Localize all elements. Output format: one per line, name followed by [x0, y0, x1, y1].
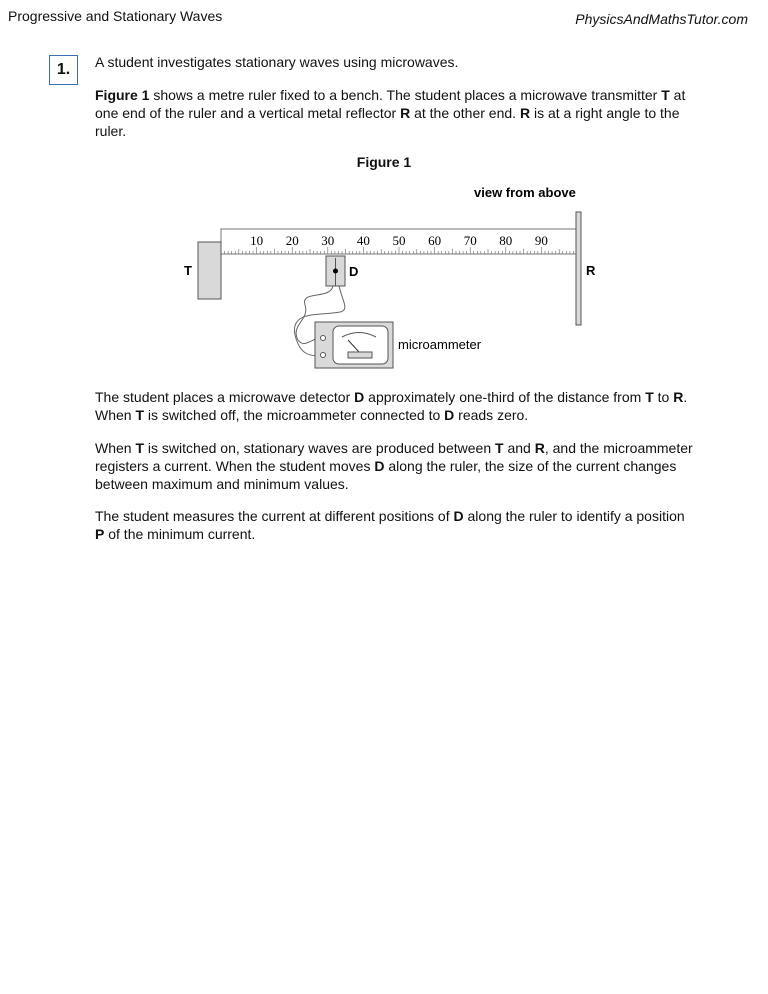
paragraph-figure-description: Figure 1 shows a metre ruler fixed to a bench. The student places a microwave transmitter T at one end of the ruler and a vertical metal reflector R at the other end. R is at a right angle to the ruler.	[95, 87, 686, 139]
bold-term: D	[354, 389, 365, 405]
bold-term: T	[135, 407, 145, 423]
figure-title: Figure 1	[356, 154, 412, 170]
bold-term: T	[495, 440, 504, 456]
bold-term: T	[661, 87, 670, 103]
bold-term: P	[95, 526, 105, 542]
ruler-tick-label: 10	[250, 233, 264, 248]
ruler-tick-label: 70	[463, 233, 477, 248]
bold-term: R	[519, 105, 531, 121]
ruler-tick-label: 40	[356, 233, 370, 248]
paragraph-minimum: The student measures the current at different positions of D along the ruler to identify a position P of the minimum current.	[95, 508, 685, 542]
bold-term: R	[400, 105, 411, 121]
ruler-tick-label: 60	[428, 233, 442, 248]
ruler-tick-label: 30	[321, 233, 335, 248]
bold-term: D	[374, 458, 385, 474]
question-intro: A student investigates stationary waves using microwaves.	[95, 54, 459, 70]
bold-term: R	[534, 440, 545, 456]
reflector-plate	[576, 212, 581, 325]
reflector-label: R	[586, 263, 596, 278]
detector-label: D	[349, 264, 359, 279]
ruler-tick-label: 80	[499, 233, 513, 248]
view-label: view from above	[474, 185, 576, 200]
figure-1-diagram	[0, 0, 768, 400]
bold-term: R	[673, 389, 684, 405]
transmitter-label: T	[184, 263, 192, 278]
ruler-tick-label: 90	[534, 233, 548, 248]
question-number: 1.	[49, 55, 78, 85]
site-header: PhysicsAndMathsTutor.com	[575, 11, 748, 27]
transmitter-box	[198, 242, 221, 299]
paragraph-detector: The student places a microwave detector D approximately one-third of the distance from T to R. When T is switched off, the microammeter connected to D reads zero.	[95, 389, 688, 423]
bold-term: D	[444, 407, 455, 423]
bold-term: Figure 1	[95, 87, 150, 103]
bold-term: D	[453, 508, 464, 524]
paragraph-stationary-waves: When T is switched on, stationary waves are produced between T and R, and the microammeter registers a current. When the student moves D along the ruler, the size of the current changes between maximum and minimum values.	[95, 440, 693, 492]
bold-term: T	[645, 389, 654, 405]
microammeter-label: microammeter	[398, 337, 482, 352]
topic-header: Progressive and Stationary Waves	[8, 8, 223, 24]
ruler-tick-label: 20	[285, 233, 299, 248]
bold-term: T	[135, 440, 145, 456]
ruler-tick-label: 50	[392, 233, 406, 248]
